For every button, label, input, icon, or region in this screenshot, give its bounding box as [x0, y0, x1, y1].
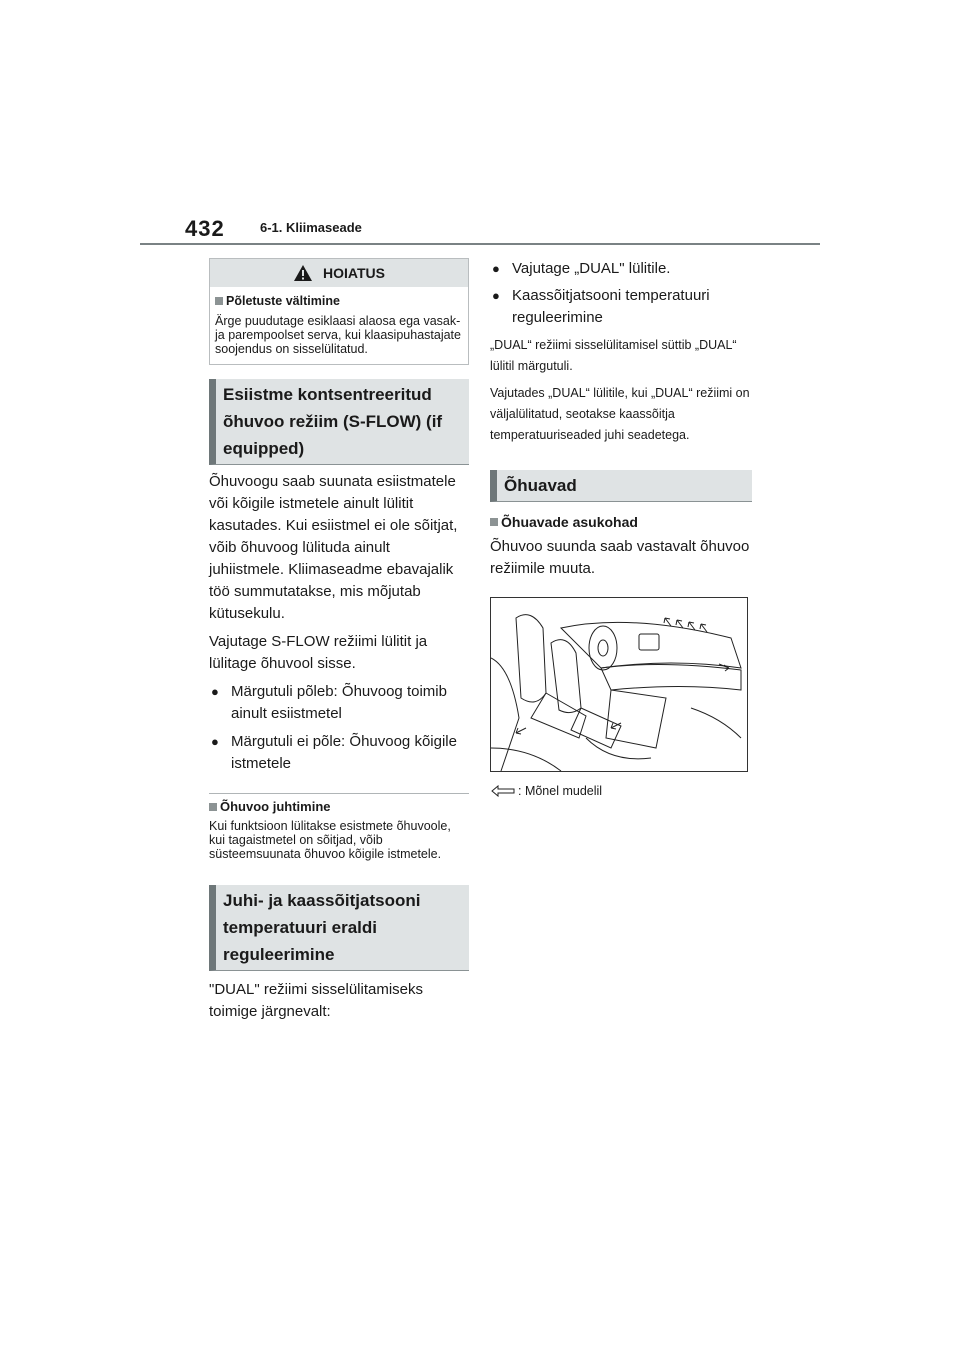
dual-heading: Juhi- ja kaassõitjatsooni temperatuuri eraldi reguleerimine [209, 885, 469, 971]
warning-box [209, 258, 469, 365]
vents-heading: Õhuavad [490, 470, 752, 502]
square-bullet-icon [209, 803, 217, 811]
left-column [209, 258, 469, 1023]
car-interior-drawing [491, 598, 747, 771]
right-column [490, 258, 752, 798]
dual-bullet-2: ● Kaassõitjatsooni temperatuuri reguleerimine [490, 285, 752, 329]
bullet-dot-icon: ● [211, 734, 219, 749]
vents-paragraph: Õhuvoo suunda saab vastavalt õhuvoo režiimile muuta. [490, 538, 750, 577]
bullet-dot-icon: ● [211, 684, 219, 699]
vent-arrow-icon [490, 785, 516, 797]
car-interior-illustration [490, 597, 748, 772]
warning-text: Ärge puudutage esiklaasi alaosa ega vasak- ja parempoolset serva, kui klaasipuhastajate soojendus on sisselülitatud. [215, 314, 461, 356]
bullet-dot-icon: ● [492, 288, 500, 303]
page-number: 432 [185, 216, 225, 241]
illustration-legend: : Mõnel mudelil [490, 784, 752, 798]
warning-title: Põletuste vältimine [215, 294, 463, 308]
vents-subtitle: Õhuavade asukohad [490, 514, 752, 530]
bullet-dot-icon: ● [492, 261, 500, 276]
dual-paragraph: "DUAL" režiimi sisselülitamiseks toimige järgnevalt: [209, 981, 424, 1020]
warning-header [210, 259, 468, 287]
note-divider [209, 793, 469, 794]
dual-note-2: Vajutades „DUAL“ lülitile, kui „DUAL“ režiimi on väljalülitatud, seotakse kaassõitja temperatuuriseaded juhi seadetega. [490, 386, 750, 442]
airflow-note-title: Õhuvoo juhtimine [209, 799, 469, 814]
sflow-heading: Esiistme kontsentreeritud õhuvoo režiim (S-FLOW) (if equipped) [209, 379, 469, 465]
header-divider [140, 243, 820, 245]
sflow-paragraph-1: Õhuvoogu saab suunata esiistmatele või kõigile istmetele ainult lülitit kasutades. Kui esiistmel ei ole sõitjat, võib õhuvoog lülituda ainult juhiistmele. Kliimaseadme ebavajalik töö summutatakse, mis mõjutab kütusekulu. [209, 473, 458, 622]
dual-note-1: „DUAL“ režiimi sisselülitamisel süttib „DUAL“ lülitil märgutuli. [490, 338, 737, 373]
warning-heading: HOIATUS [323, 265, 385, 281]
sflow-paragraph-2: Vajutage S-FLOW režiimi lülitit ja lülitage õhuvool sisse. [209, 633, 428, 672]
section-title: 6-1. Kliimaseade [260, 220, 362, 235]
sflow-bullet-1: ● Märgutuli põleb: Õhuvoog toimib ainult esiistmetel [209, 681, 469, 725]
square-bullet-icon [490, 518, 498, 526]
dual-bullet-1: ● Vajutage „DUAL" lülitile. [490, 258, 752, 280]
square-bullet-icon [215, 297, 223, 305]
sflow-bullet-2: ● Märgutuli ei põle: Õhuvoog kõigile istmetele [209, 731, 469, 775]
airflow-note-text: Kui funktsioon lülitakse esistmete õhuvoole, kui tagaistmetel on sõitjad, võib süsteemsuunata õhuvoo kõigile istmetele. [209, 819, 451, 861]
warning-triangle-icon [293, 264, 313, 282]
